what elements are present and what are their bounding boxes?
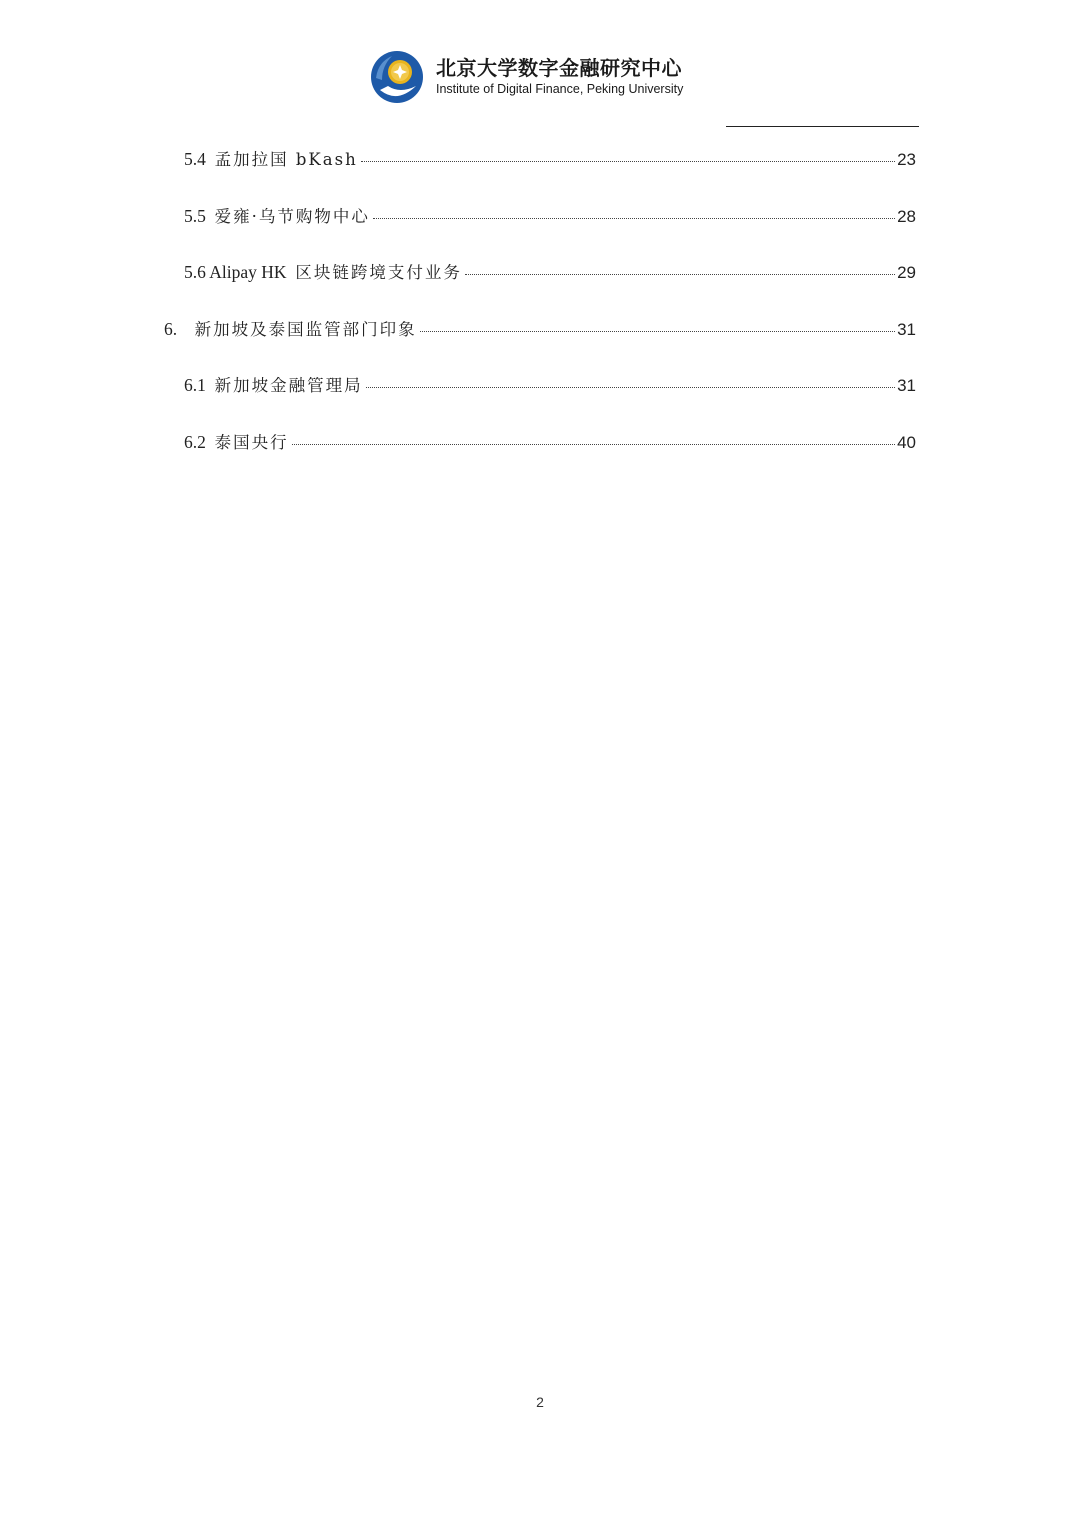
toc-entry-title: 孟加拉国 bKash (214, 150, 358, 169)
toc-entry-number: 6. (164, 319, 195, 339)
toc-leader-dots (465, 274, 895, 275)
toc-entry-number: 6.1 (184, 375, 215, 395)
toc-entry-number: 6.2 (184, 432, 215, 452)
toc-leader-dots (366, 387, 895, 388)
institute-name-cn: 北京大学数字金融研究中心 (436, 56, 682, 80)
toc-entry-page: 28 (897, 207, 916, 226)
toc-entry-page: 40 (897, 433, 916, 452)
header-rule (726, 126, 919, 127)
toc-entry-title: 新加坡及泰国监管部门印象 (194, 320, 417, 339)
toc-entry[interactable] (184, 372, 916, 398)
toc-entry[interactable] (184, 429, 916, 455)
toc-entry-page: 29 (897, 263, 916, 282)
toc-entry-title: 泰国央行 (214, 433, 289, 452)
toc-entry[interactable] (184, 259, 916, 285)
toc-entry-title: 爱雍·乌节购物中心 (214, 207, 370, 226)
toc-leader-dots (361, 161, 895, 162)
page-number: 2 (536, 1394, 544, 1410)
institute-logo-icon (370, 50, 424, 104)
toc-entry-number: 5.4 (184, 149, 215, 169)
institute-name-en: Institute of Digital Finance, Peking University (436, 82, 684, 96)
toc-entry-page: 23 (897, 150, 916, 169)
document-header (370, 50, 683, 104)
toc-entry-title: 区块链跨境支付业务 (295, 263, 462, 282)
toc-entry-title: 新加坡金融管理局 (214, 376, 363, 395)
toc-entry[interactable] (184, 203, 916, 229)
toc-entry[interactable] (184, 146, 916, 172)
toc-leader-dots (292, 444, 895, 445)
toc-entry-page: 31 (897, 376, 916, 395)
toc-leader-dots (420, 331, 895, 332)
toc-entry-page: 31 (897, 320, 916, 339)
toc-entry-number: 5.5 (184, 206, 215, 226)
toc-leader-dots (373, 218, 895, 219)
toc-entry-number: 5.6 Alipay HK (184, 262, 296, 282)
toc-entry[interactable] (164, 316, 916, 342)
